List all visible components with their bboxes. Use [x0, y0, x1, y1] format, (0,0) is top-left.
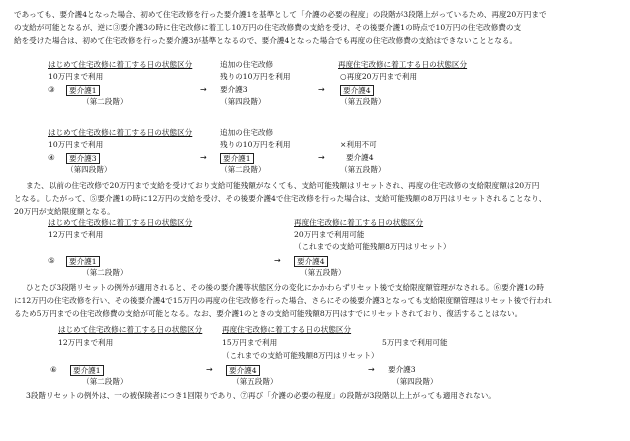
example-3-heading-first: はじめて住宅改修に着工する日の状態区分 [48, 60, 193, 69]
arrow-icon: → [200, 153, 207, 162]
example-5-stage-1: （第二段階） [82, 268, 128, 277]
care-level-box: 要介護1 [220, 153, 254, 164]
arrow-icon: → [318, 153, 325, 162]
example-5-reset-note: （これまでの支給可能残額8万円はリセット） [294, 242, 451, 251]
example-6-later-amount: 5万円まで利用可能 [382, 338, 448, 347]
example-4-additional-amount: 残りの10万円を利用 [220, 140, 291, 149]
paragraph-3-line-2: に12万円の住宅改修を行い、その後要介護4で15万円の再度の住宅改修を行った場合、さらにその後要介護3となっても支給限度額管理はリセット後で行われ [14, 296, 552, 305]
arrow-icon: → [318, 85, 325, 94]
example-3-state-3 [340, 85, 374, 96]
example-4-state-2 [220, 153, 254, 164]
arrow-icon: → [368, 365, 375, 374]
paragraph-2-line-1: また、以前の住宅改修で20万円まで支給を受けており支給可能残額がなくても、支給可能残額はリセットされ、再度の住宅改修の支給限度額は20万円 [26, 181, 540, 190]
care-level-box: 要介護1 [66, 85, 100, 96]
example-3-stage-1: （第二段階） [82, 97, 128, 106]
example-5-again-amount: 20万円まで利用可能 [294, 230, 365, 239]
paragraph-1-line-2: の支給が可能となるが、逆に③要介護3の時に住宅改修に着工し10万円の住宅改修費の支給を受け、その後要介護1の時点で10万円の住宅改修費の支 [14, 23, 522, 32]
example-3-stage-2: （第四段階） [220, 97, 266, 106]
example-6-state-2 [226, 365, 260, 376]
care-level-box: 要介護4 [340, 85, 374, 96]
care-level-box: 要介護4 [294, 256, 328, 267]
example-3-stage-3: （第五段階） [340, 97, 386, 106]
example-4-state-1 [66, 153, 100, 164]
example-3-heading-again: 再度住宅改修に着工する日の状態区分 [338, 60, 468, 69]
example-3-state-2: 要介護3 [220, 85, 248, 94]
example-6-stage-1: （第二段階） [82, 377, 128, 386]
example-4-heading-first: はじめて住宅改修に着工する日の状態区分 [48, 128, 193, 137]
example-4-state-3: 要介護4 [346, 153, 374, 162]
example-4-stage-3: （第五段階） [340, 165, 386, 174]
example-6-heading-again: 再度住宅改修に着工する日の状態区分 [222, 325, 352, 334]
example-4-heading-additional: 追加の住宅改修 [220, 128, 274, 137]
example-3-heading-additional: 追加の住宅改修 [220, 60, 274, 69]
example-4-again-amount: ×利用不可 [340, 140, 377, 149]
example-4-stage-1: （第四段階） [66, 165, 112, 174]
care-level-box: 要介護1 [70, 365, 104, 376]
example-5-number: ⑤ [48, 256, 55, 265]
example-4-stage-2: （第二段階） [220, 165, 266, 174]
example-3-state-1 [66, 85, 100, 96]
example-6-stage-3: （第四段階） [392, 377, 438, 386]
example-6-heading-first: はじめて住宅改修に着工する日の状態区分 [58, 325, 203, 334]
arrow-icon: → [200, 85, 207, 94]
example-5-state-2 [294, 256, 328, 267]
example-3-number: ③ [48, 85, 55, 94]
paragraph-4: 3段階リセットの例外は、一の被保険者につき1回限りであり、⑦再び「介護の必要の程度」の段階が3段階以上上がっても適用されない。 [26, 391, 496, 400]
example-3-again-amount: ○再度20万円まで利用 [340, 72, 418, 81]
example-5-stage-2: （第五段階） [300, 268, 346, 277]
example-6-state-1 [70, 365, 104, 376]
arrow-icon: → [274, 256, 281, 265]
paragraph-2-line-3: 20万円が支給限度額となる。 [14, 207, 115, 216]
care-level-box: 要介護1 [66, 256, 100, 267]
example-5-heading-again: 再度住宅改修に着工する日の状態区分 [294, 218, 424, 227]
example-6-first-amount: 12万円まで利用 [58, 338, 114, 347]
care-level-box: 要介護3 [66, 153, 100, 164]
example-3-additional-amount: 残りの10万円を利用 [220, 72, 291, 81]
arrow-icon: → [206, 365, 213, 374]
example-5-first-amount: 12万円まで利用 [48, 230, 104, 239]
paragraph-1-line-3: 給を受けた場合は、初めて住宅改修を行った要介護3が基準となるので、要介護4となった場合でも再度の住宅改修費の支給はできないこととなる。 [14, 36, 518, 45]
paragraph-2-line-2: となる。したがって、⑤要介護1の時に12万円の支給を受け、その後要介護4で住宅改修を行った場合は、支給可能残額の8万円はリセットされることなり、 [14, 194, 547, 203]
paragraph-1-line-1: であっても、要介護4となった場合、初めて住宅改修を行った要介護1を基準として「介護の必要の程度」の段階が3段階上がっているため、再度20万円まで [14, 10, 547, 19]
example-4-first-amount: 10万円まで利用 [48, 140, 104, 149]
example-6-again-amount: 15万円まで利用 [222, 338, 278, 347]
paragraph-3-line-3: るため5万円までの住宅改修費の支給が可能となる。なお、要介護1のときの支給可能残額8万円はすでにリセットされており、復活することはない。 [14, 309, 523, 318]
example-6-stage-2: （第五段階） [232, 377, 278, 386]
paragraph-3-line-1: ひとたび3段階リセットの例外が適用されると、その後の要介護等状態区分の変化にかかわらずリセット後で支給限度額管理がなされる。⑥要介護1の時 [26, 283, 544, 292]
example-6-state-3: 要介護3 [388, 365, 416, 374]
example-5-state-1 [66, 256, 100, 267]
example-3-first-amount: 10万円まで利用 [48, 72, 104, 81]
example-5-heading-first: はじめて住宅改修に着工する日の状態区分 [48, 218, 193, 227]
care-level-box: 要介護4 [226, 365, 260, 376]
example-6-number: ⑥ [50, 365, 57, 374]
example-4-number: ④ [48, 153, 55, 162]
example-6-reset-note: （これまでの支給可能残額8万円はリセット） [222, 351, 379, 360]
